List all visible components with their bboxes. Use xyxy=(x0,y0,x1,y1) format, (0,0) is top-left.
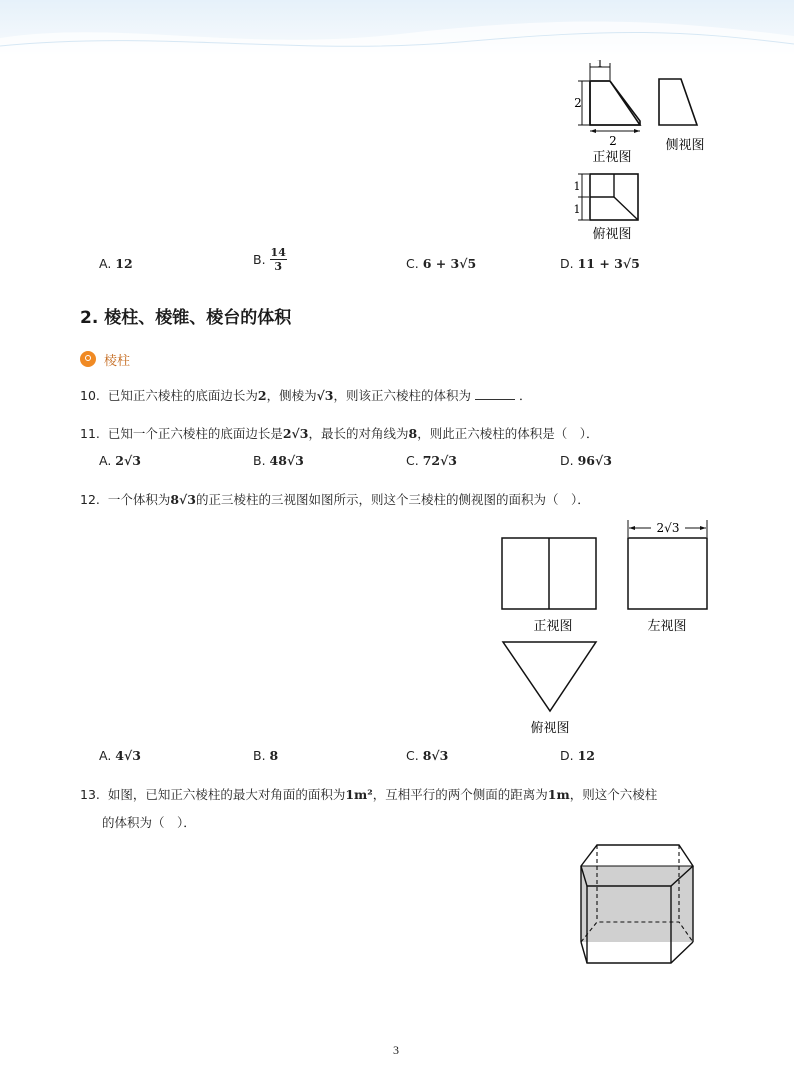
q9-dim-bottom: 2 xyxy=(609,134,617,148)
question-13: 13. 如图，已知正六棱柱的最大对角面的面积为1m²，互相平行的两个侧面的距离为1m，则这个六棱柱 xyxy=(80,787,658,802)
q12-front-view xyxy=(502,538,596,609)
q12-left-view xyxy=(628,520,707,609)
q12-option-b[interactable]: B. 8 xyxy=(253,748,279,763)
q9-option-c[interactable]: C. 6 + 3√5 xyxy=(406,256,477,271)
q9-dim-left: 2 xyxy=(574,96,582,110)
q12-dim-label: 2√3 xyxy=(656,521,680,535)
lightbulb-icon xyxy=(80,351,96,367)
q12-left-caption: 左视图 xyxy=(647,619,687,634)
q9-option-b[interactable]: B. $\frac{14}{3}$ xyxy=(253,246,286,273)
question-13-line2: 的体积为（ ）． xyxy=(102,815,196,830)
q11-option-a[interactable]: A. 2√3 xyxy=(99,453,141,468)
q9-side-view xyxy=(659,79,697,125)
question-11: 11. 已知一个正六棱柱的底面边长是2√3，最长的对角线为8，则此正六棱柱的体积是（ ）． xyxy=(80,426,599,441)
q12-option-c[interactable]: C. 8√3 xyxy=(406,748,449,763)
page-number: 3 xyxy=(393,1043,399,1057)
wave-decoration xyxy=(0,0,794,58)
q12-front-caption: 正视图 xyxy=(533,619,573,634)
q9-front-view xyxy=(574,60,640,148)
q9-option-a[interactable]: A. 12 xyxy=(99,256,133,271)
q11-option-d[interactable]: D. 96√3 xyxy=(560,453,612,468)
q12-three-view-figure xyxy=(495,515,720,740)
q9-option-b-fraction: $\frac{14}{3}$ xyxy=(270,246,286,273)
question-10: 10. 已知正六棱柱的底面边长为2，侧棱为√3，则该正六棱柱的体积为 ． xyxy=(80,388,532,403)
q12-top-view xyxy=(503,642,596,711)
q11-option-c[interactable]: C. 72√3 xyxy=(406,453,457,468)
section-title: 2. 棱柱、棱锥、棱台的体积 xyxy=(80,308,292,328)
q9-three-view-figure xyxy=(570,60,720,245)
q9-side-caption: 侧视图 xyxy=(665,138,705,153)
q11-option-b[interactable]: B. 48√3 xyxy=(253,453,304,468)
question-12: 12. 一个体积为8√3的正三棱柱的三视图如图所示，则这个三棱柱的侧视图的面积为（ ）． xyxy=(80,492,590,507)
header-band xyxy=(0,0,794,58)
q9-option-d[interactable]: D. 11 + 3√5 xyxy=(560,256,640,271)
q9-top-caption: 俯视图 xyxy=(592,227,632,242)
answer-blank[interactable] xyxy=(475,387,515,400)
q9-dim-top-view-1: 1 xyxy=(573,180,581,193)
subsection-title: 棱柱 xyxy=(104,354,131,369)
q9-dim-top: 1 xyxy=(596,60,604,70)
q12-option-d[interactable]: D. 12 xyxy=(560,748,595,763)
q9-dim-top-view-2: 1 xyxy=(573,203,581,216)
q12-option-a[interactable]: A. 4√3 xyxy=(99,748,141,763)
q9-front-caption: 正视图 xyxy=(592,150,632,165)
q13-hexagonal-prism-figure xyxy=(575,838,700,970)
q9-top-view xyxy=(574,174,639,220)
q12-top-caption: 俯视图 xyxy=(530,721,570,736)
